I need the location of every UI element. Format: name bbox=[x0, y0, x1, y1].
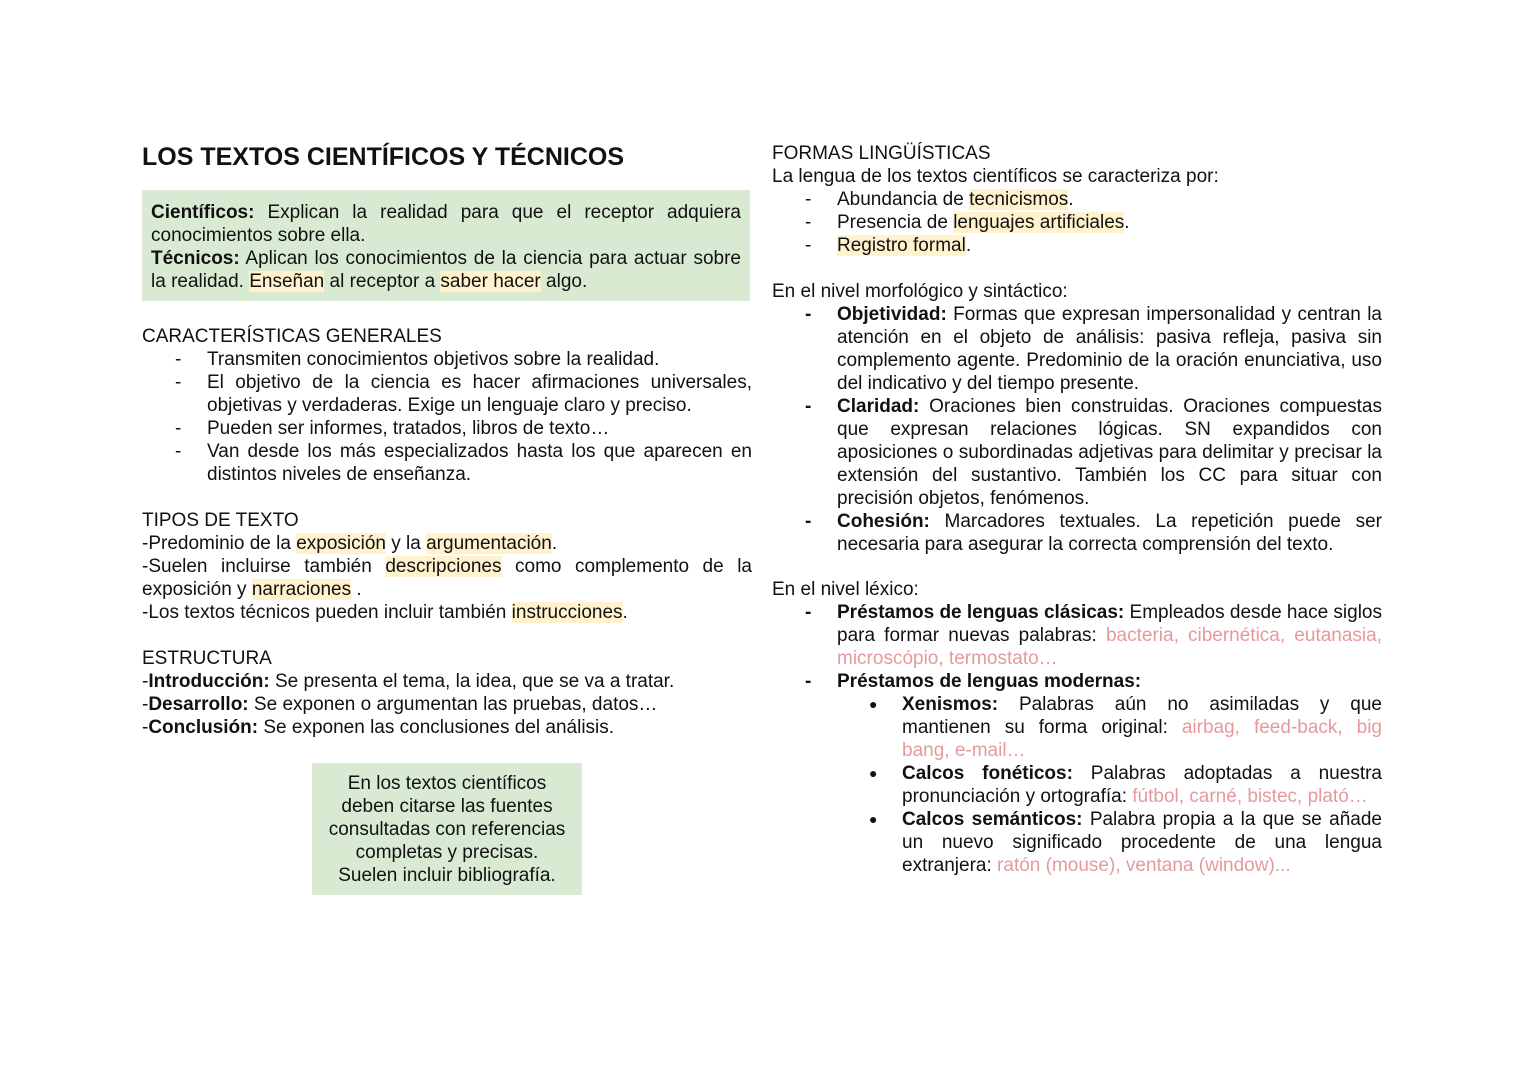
estructura-item: -Conclusión: Se exponen las conclusiones del análisis. bbox=[142, 717, 615, 738]
formas-list bbox=[772, 188, 1382, 257]
highlight-narraciones: narraciones bbox=[251, 579, 352, 600]
highlight-registro-formal: Registro formal bbox=[837, 235, 966, 256]
highlight-lenguajes-artificiales: lenguajes artificiales bbox=[953, 212, 1125, 233]
sublist-item: ● Xenismos: Palabras aún no asimiladas y que mantienen su forma original: airbag, feed-back, big bang, e-mail… bbox=[837, 693, 1382, 762]
estructura-section bbox=[142, 647, 752, 739]
caracteristicas-title: CARACTERÍSTICAS GENERALES bbox=[142, 326, 442, 347]
caracteristicas-list bbox=[142, 348, 752, 486]
sublist-item: ● Calcos semánticos: Palabra propia a la que se añade un nuevo significado procedente de una lengua extranjera: ratón (mouse), ventana (window)... bbox=[837, 808, 1382, 877]
estructura-title: ESTRUCTURA bbox=[142, 648, 272, 669]
list-item: - Cohesión: Marcadores textuales. La repetición puede ser necesaria para asegurar la correcta comprensión del texto. bbox=[772, 510, 1382, 556]
lexico-list bbox=[772, 601, 1382, 877]
tecnicos-definition: Técnicos: Aplican los conocimientos de la ciencia para actuar sobre la realidad. Enseñan al receptor a saber hacer algo. bbox=[151, 248, 741, 292]
examples-calcos-semanticos: ratón (mouse), ventana (window)... bbox=[997, 855, 1291, 876]
morfo-list bbox=[772, 303, 1382, 556]
tipos-line-3: -Los textos técnicos pueden incluir también instrucciones. bbox=[142, 602, 628, 623]
list-item: - Claridad: Oraciones bien construidas. Oraciones compuestas que expresan relaciones lógicas. SN expandidos con aposiciones o subordinadas adjetivas para delimitar y precisar la extensión del sustantivo. También los CC para situar con precisión objetos, fenómenos. bbox=[772, 395, 1382, 510]
formas-section bbox=[772, 142, 1382, 257]
highlight-tecnicismos: tecnicismos bbox=[969, 189, 1069, 210]
highlight-ensenan: Enseñan bbox=[249, 271, 325, 292]
list-item: - Transmiten conocimientos objetivos sobre la realidad. bbox=[142, 348, 752, 371]
list-item: - El objetivo de la ciencia es hacer afirmaciones universales, objetivas y verdaderas. Exige un lenguaje claro y preciso. bbox=[142, 371, 752, 417]
tipos-section bbox=[142, 509, 752, 624]
highlight-exposicion: exposición bbox=[296, 533, 386, 554]
note-line: Suelen incluir bibliografía. bbox=[338, 865, 556, 886]
page-title: LOS TEXTOS CIENTÍFICOS Y TÉCNICOS bbox=[142, 143, 625, 171]
tipos-title: TIPOS DE TEXTO bbox=[142, 510, 299, 531]
highlight-saber-hacer: saber hacer bbox=[440, 271, 541, 292]
list-item: - Pueden ser informes, tratados, libros de texto… bbox=[142, 417, 752, 440]
estructura-item: -Desarrollo: Se exponen o argumentan las pruebas, datos… bbox=[142, 694, 658, 715]
highlight-descripciones: descripciones bbox=[385, 556, 502, 577]
list-item: - Objetividad: Formas que expresan impersonalidad y centran la atención en el objeto de análisis: pasiva refleja, pasiva sin complemento agente. Predominio de la oración enunciativa, uso del indicativo y del tiempo presente. bbox=[772, 303, 1382, 395]
list-item: - Van desde los más especializados hasta los que aparecen en distintos niveles de enseñanza. bbox=[142, 440, 752, 486]
highlight-argumentacion: argumentación bbox=[426, 533, 552, 554]
lexico-section bbox=[772, 578, 1382, 877]
formas-title: FORMAS LINGÜÍSTICAS bbox=[772, 143, 991, 164]
tecnicos-label: Técnicos: bbox=[151, 248, 240, 269]
morfo-section bbox=[772, 280, 1382, 556]
bibliography-note bbox=[312, 763, 582, 895]
examples-xenismos: airbag, feed-back, big bang, e-mail… bbox=[902, 717, 1383, 761]
sublist-item: ● Calcos fonéticos: Palabras adoptadas a nuestra pronunciación y ortografía: fútbol, carné, bistec, plató… bbox=[837, 762, 1382, 808]
list-item: - Abundancia de tecnicismos. bbox=[772, 188, 1382, 211]
examples-calcos-foneticos: fútbol, carné, bistec, plató… bbox=[1132, 786, 1368, 807]
tipos-line-2: -Suelen incluirse también descripciones como complemento de la exposición y narraciones . bbox=[142, 556, 752, 600]
list-item: - Préstamos de lenguas modernas: ● Xenismos: Palabras aún no asimiladas y que mantienen su forma original: airbag, feed-back, big bang, e-mail… ● Calcos fonéticos: Palabras adoptadas a nuestra pronunciación y ortografía: fútbol, carné, bistec, plató… ● Calcos semánticos: Palabra propia a la que se añade un nuevo significado procedente de una lengua extranjera: ratón (mouse), ventana (window)... bbox=[772, 670, 1382, 877]
note-line: En los textos científicos bbox=[347, 773, 547, 794]
caracteristicas-section bbox=[142, 325, 752, 486]
cientificos-label: Científicos: bbox=[151, 202, 255, 223]
list-item: - Préstamos de lenguas clásicas: Empleados desde hace siglos para formar nuevas palabras: bacteria, cibernética, eutanasia, microscópio, termostato… bbox=[772, 601, 1382, 670]
modernas-sublist bbox=[837, 693, 1382, 877]
list-item: - Registro formal. bbox=[772, 234, 1382, 257]
cientificos-definition: Científicos: Explican la realidad para que el receptor adquiera conocimientos sobre ella. bbox=[151, 202, 741, 246]
highlight-instrucciones: instrucciones bbox=[511, 602, 623, 623]
note-line: consultadas con referencias bbox=[328, 819, 566, 840]
lexico-title: En el nivel léxico: bbox=[772, 579, 919, 600]
estructura-item: -Introducción: Se presenta el tema, la idea, que se va a tratar. bbox=[142, 671, 675, 692]
morfo-title: En el nivel morfológico y sintáctico: bbox=[772, 281, 1068, 302]
formas-intro: La lengua de los textos científicos se caracteriza por: bbox=[772, 166, 1219, 187]
definitions-box bbox=[142, 190, 750, 301]
examples-clasicas: bacteria, cibernética, eutanasia, microscópio, termostato… bbox=[837, 625, 1382, 669]
note-line: completas y precisas. bbox=[355, 842, 539, 863]
note-line: deben citarse las fuentes bbox=[341, 796, 553, 817]
list-item: - Presencia de lenguajes artificiales. bbox=[772, 211, 1382, 234]
tipos-line-1: -Predominio de la exposición y la argumentación. bbox=[142, 533, 558, 554]
